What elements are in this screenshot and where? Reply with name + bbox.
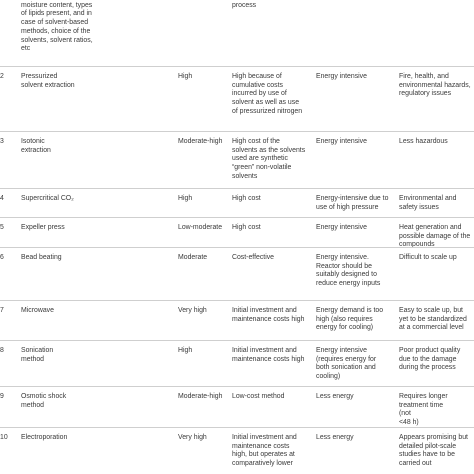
text-line: Energy intensive <box>316 138 367 145</box>
table-row <box>0 386 474 427</box>
text-line: detailed pilot-scale <box>399 442 457 450</box>
text-line: Very high <box>178 307 207 314</box>
table-row <box>0 66 474 115</box>
cell-energy <box>316 307 383 333</box>
text-line: use of high pressure <box>316 203 379 211</box>
text-line: (not <box>399 410 411 418</box>
cell-energy-level <box>178 73 192 82</box>
text-line: compounds <box>399 241 435 249</box>
text-line: 3 <box>0 138 4 145</box>
text-line: Heat generation and <box>399 224 462 231</box>
text-line: 7 <box>0 307 4 314</box>
cell-number <box>0 307 4 316</box>
text-line: method <box>21 355 44 363</box>
cell-issues <box>399 347 460 373</box>
text-line: Low-cost method <box>232 393 285 400</box>
cell-cost <box>232 347 304 364</box>
text-line: extraction <box>21 146 51 154</box>
text-line: Very high <box>178 434 207 441</box>
text-line: High cost of the <box>232 138 280 145</box>
text-line: 9 <box>0 393 4 400</box>
text-line: solvent extraction <box>21 81 75 89</box>
cell-number <box>0 347 4 356</box>
text-line: Cost-effective <box>232 254 274 261</box>
cell-issues <box>399 138 448 147</box>
cell-method <box>21 434 67 443</box>
text-line: Environmental and <box>399 195 457 202</box>
text-line: Energy intensive. <box>316 254 369 261</box>
table-row <box>0 247 474 288</box>
table-row <box>0 188 474 211</box>
text-line: etc <box>21 45 31 53</box>
cell-method <box>21 254 62 263</box>
text-line: High because of <box>232 73 282 80</box>
text-line: treatment time <box>399 401 444 409</box>
text-line: Moderate <box>178 254 208 261</box>
text-line: 10 <box>0 434 8 441</box>
text-line: Reactor should be <box>316 262 372 270</box>
cell-cost <box>232 0 256 10</box>
text-line: 8 <box>0 347 4 354</box>
cell-energy <box>316 434 354 443</box>
text-line: safety issues <box>399 203 439 211</box>
table-row <box>0 340 474 381</box>
text-line: during the process <box>399 364 456 372</box>
text-line: Appears promising but <box>399 434 468 441</box>
text-line: Low-moderate <box>178 224 223 231</box>
cell-energy-level <box>178 347 192 356</box>
text-line: Bead beating <box>21 254 62 261</box>
text-line: “green” non-volatile <box>232 164 292 172</box>
text-line: 6 <box>0 254 4 261</box>
text-line: Fire, health, and <box>399 73 449 80</box>
text-line: Less energy <box>316 434 354 441</box>
text-line: Moderate-high <box>178 393 223 400</box>
text-line: at a commercial level <box>399 324 464 332</box>
text-line: solvents, solvent ratios, <box>21 36 93 44</box>
cell-energy-level <box>178 224 222 233</box>
text-line: solvents <box>232 172 258 180</box>
table-row <box>0 300 474 332</box>
cell-issues <box>399 393 448 428</box>
cell-cost <box>232 254 274 263</box>
cell-energy-level <box>178 393 222 402</box>
text-line: comparatively lower <box>232 460 293 468</box>
table-row <box>0 217 474 249</box>
text-line: possible damage of the <box>399 232 471 240</box>
text-line: cumulative costs <box>232 81 283 89</box>
cell-method <box>21 307 54 316</box>
text-line: process <box>232 1 257 9</box>
text-line: Energy intensive <box>316 73 367 80</box>
cell-energy-level <box>178 254 207 263</box>
cell-energy <box>316 138 367 147</box>
text-line: maintenance costs high <box>232 315 305 323</box>
text-line: Electroporation <box>21 434 68 441</box>
cell-energy <box>316 224 367 233</box>
text-line: Initial investment and <box>232 307 297 314</box>
text-line: methods, choice of the <box>21 27 91 35</box>
text-line: of pressurized nitrogen <box>232 107 303 115</box>
text-line: <48 h) <box>399 419 419 427</box>
text-line: Poor product quality <box>399 347 461 354</box>
table-row <box>0 427 474 468</box>
cell-number <box>0 434 8 443</box>
text-line: (requires energy for <box>316 355 377 363</box>
cell-number <box>0 195 4 204</box>
text-line: Supercritical CO₂ <box>21 195 74 202</box>
text-line: Microwave <box>21 307 54 314</box>
text-line: method <box>21 401 44 409</box>
text-line: Energy demand is too <box>316 307 384 314</box>
cell-number <box>0 224 4 233</box>
text-line: due to the damage <box>399 355 457 363</box>
text-line: high, but operates at <box>232 451 295 459</box>
text-line: Energy intensive <box>316 224 367 231</box>
cell-issues <box>399 73 471 99</box>
cell-cost <box>232 195 261 204</box>
cell-energy-level <box>178 434 207 443</box>
text-line: 5 <box>0 224 4 231</box>
text-line: moisture content, types <box>21 1 93 9</box>
text-line: energy for cooling) <box>316 324 374 332</box>
cell-method <box>21 347 53 364</box>
text-line: Easy to scale up, but <box>399 307 463 314</box>
cell-cost <box>232 73 302 117</box>
text-line: carried out <box>399 460 432 468</box>
cell-number <box>0 138 4 147</box>
text-line: solvent as well as use <box>232 99 300 107</box>
cell-number <box>0 393 4 402</box>
cell-energy <box>316 254 380 289</box>
text-line: High <box>178 195 193 202</box>
text-line: Osmotic shock <box>21 393 67 400</box>
cell-energy <box>316 347 376 382</box>
text-line: 2 <box>0 73 4 80</box>
cell-method <box>21 393 66 410</box>
cell-energy <box>316 195 388 212</box>
text-line: 4 <box>0 195 4 202</box>
cell-cost <box>232 434 297 469</box>
cell-cost <box>232 224 261 233</box>
table-row <box>0 131 474 180</box>
cell-cost <box>232 307 304 324</box>
cell-issues <box>399 195 456 212</box>
text-line: high (also requires <box>316 315 373 323</box>
text-line: High cost <box>232 195 261 202</box>
text-line: maintenance costs high <box>232 355 305 363</box>
text-line: Sonication <box>21 347 54 354</box>
text-line: studies have to be <box>399 451 455 459</box>
text-line: Isotonic <box>21 138 45 145</box>
text-line: Less hazardous <box>399 138 448 145</box>
text-line: environmental hazards, <box>399 81 471 89</box>
text-line: Pressurized <box>21 73 58 80</box>
text-line: reduce energy inputs <box>316 280 381 288</box>
cell-number <box>0 254 4 263</box>
text-line: case of solvent-based <box>21 19 89 27</box>
cell-cost <box>232 393 284 402</box>
cell-method <box>21 224 65 233</box>
text-line: incurred by use of <box>232 90 287 98</box>
text-line: used are synthetic <box>232 155 288 163</box>
cell-cost <box>232 138 305 182</box>
cell-issues <box>399 434 468 469</box>
cell-method <box>21 138 51 155</box>
cell-issues <box>399 254 457 263</box>
text-line: Moderate-high <box>178 138 223 145</box>
cell-energy <box>316 73 367 82</box>
cell-method-details <box>21 0 93 54</box>
text-line: Initial investment and <box>232 347 297 354</box>
text-line: cooling) <box>316 373 341 381</box>
cell-number <box>0 73 4 82</box>
text-line: yet to be standardized <box>399 315 467 323</box>
text-line: High <box>178 73 193 80</box>
text-line: High cost <box>232 224 261 231</box>
text-line: regulatory issues <box>399 90 452 98</box>
cell-method <box>21 73 75 90</box>
text-line: both sonication and <box>316 364 376 372</box>
text-line: maintenance costs <box>232 442 290 450</box>
text-line: Less energy <box>316 393 354 400</box>
cell-issues <box>399 307 467 333</box>
text-line: Energy-intensive due to <box>316 195 389 202</box>
text-line: solvents as the solvents <box>232 146 306 154</box>
cell-energy-level <box>178 307 207 316</box>
cell-energy-level <box>178 138 222 147</box>
cell-energy <box>316 393 354 402</box>
text-line: High <box>178 347 193 354</box>
text-line: Initial investment and <box>232 434 297 441</box>
text-line: Requires longer <box>399 393 448 400</box>
text-line: of lipids present, and in <box>21 10 92 18</box>
cell-energy-level <box>178 195 192 204</box>
cell-method <box>21 195 74 204</box>
text-line: Energy intensive <box>316 347 367 354</box>
text-line: suitably designed to <box>316 271 377 279</box>
text-line: Expeller press <box>21 224 65 231</box>
text-line: Difficult to scale up <box>399 254 457 261</box>
